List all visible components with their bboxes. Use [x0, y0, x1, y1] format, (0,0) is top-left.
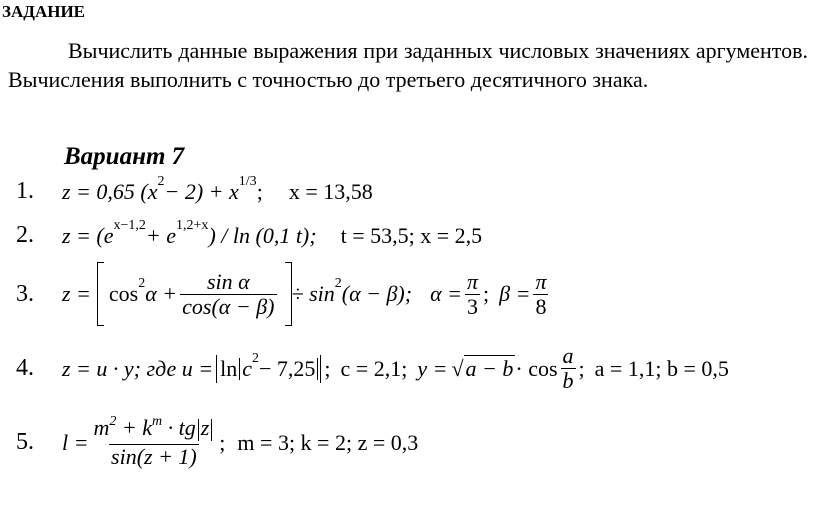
formula-part: α +	[145, 281, 178, 306]
fraction	[91, 416, 216, 469]
formula-sup: 2	[109, 414, 117, 429]
formula-part: l =	[62, 429, 89, 455]
formula-sup: 1,2+x	[176, 217, 209, 233]
sqrt-sign: √	[451, 355, 464, 381]
fraction-denominator: 8	[535, 293, 547, 319]
formula-part: z = (e	[62, 222, 114, 248]
formula-part: y =	[417, 355, 448, 381]
variant-title: Вариант 7	[64, 143, 185, 170]
formula-part: · cos	[515, 355, 558, 381]
expression-2	[16, 217, 483, 249]
formula-part: m	[93, 415, 110, 440]
fraction	[180, 270, 276, 319]
abs-bar	[317, 358, 318, 380]
formula-part: ;	[256, 178, 263, 204]
formula-part: ln	[220, 355, 238, 381]
formula-part: ;	[219, 429, 226, 455]
abs-bar	[320, 355, 321, 383]
formula-sup: 2	[157, 173, 165, 189]
item-number: 4.	[16, 355, 34, 381]
formula-part: · tg	[162, 415, 196, 440]
formula-part: (α − β);	[341, 281, 413, 306]
formula-part: + e	[145, 222, 177, 248]
formula-part: ;	[483, 281, 490, 306]
fraction	[533, 270, 548, 319]
expression-1	[16, 173, 373, 205]
item-number: 1.	[16, 178, 34, 204]
fraction-numerator: π	[467, 268, 479, 294]
abs-bar	[211, 419, 212, 441]
formula-part: z =	[62, 281, 91, 306]
right-bracket	[285, 262, 292, 326]
fraction-denominator: b	[562, 368, 574, 393]
formula-part: c = 2,1;	[340, 355, 408, 381]
fraction-numerator	[91, 416, 216, 444]
given-values: x = 13,58	[288, 178, 373, 204]
formula-part: ÷ sin	[291, 281, 335, 306]
formula-part: − 2) + x	[164, 178, 239, 204]
fraction-denominator: 3	[467, 293, 479, 319]
expression-3	[16, 262, 552, 326]
item-number: 2.	[16, 222, 34, 248]
abs-bar	[198, 419, 199, 441]
fraction	[561, 344, 576, 393]
item-number: 5.	[16, 429, 34, 455]
expression-5	[16, 416, 418, 469]
formula-part: cos	[108, 281, 139, 306]
formula-sup: m	[151, 414, 163, 429]
expression-4	[16, 344, 729, 393]
formula-part: z = u · y; где u =	[62, 355, 214, 381]
formula-sup: 1/3	[238, 173, 257, 189]
formula-sup: 2	[334, 276, 342, 291]
left-bracket	[97, 262, 104, 326]
formula-part: + k	[116, 415, 152, 440]
abs-bar	[216, 355, 217, 383]
given-values: m = 3; k = 2; z = 0,3	[237, 429, 419, 455]
formula-part: ;	[324, 355, 331, 381]
formula-part: ) / ln (0,1 t);	[208, 222, 317, 248]
fraction-numerator: π	[535, 268, 547, 294]
fraction-numerator: a	[562, 343, 574, 368]
fraction-denominator: sin(z + 1)	[111, 444, 197, 469]
formula-part: β =	[499, 281, 531, 306]
fraction-denominator: cos(α − β)	[182, 293, 275, 319]
formula-sup: 2	[138, 276, 146, 291]
given-values: a = 1,1; b = 0,5	[594, 355, 729, 381]
given-values: t = 53,5; x = 2,5	[340, 222, 483, 248]
formula-sup: 2	[251, 350, 259, 366]
formula-part: α =	[430, 281, 462, 306]
formula-part: ;	[578, 355, 585, 381]
fraction-numerator: sin α	[206, 268, 250, 294]
abs-bar	[239, 358, 240, 380]
formula-part: − 7,25	[258, 355, 316, 381]
fraction	[465, 270, 480, 319]
formula-part: c	[242, 355, 252, 381]
formula-part: z = 0,65 (x	[62, 178, 158, 204]
formula-sup: x−1,2	[113, 217, 146, 233]
task-paragraph: Вычислить данные выражения при заданных числовых значениях аргументов. Вычисления выполнить с точностью до третьего десятичного знака.	[8, 38, 808, 92]
page-heading: ЗАДАНИЕ	[2, 2, 86, 21]
item-number: 3.	[16, 280, 34, 307]
sqrt-radicand: a − b	[465, 356, 514, 381]
formula-part: z	[200, 415, 210, 440]
